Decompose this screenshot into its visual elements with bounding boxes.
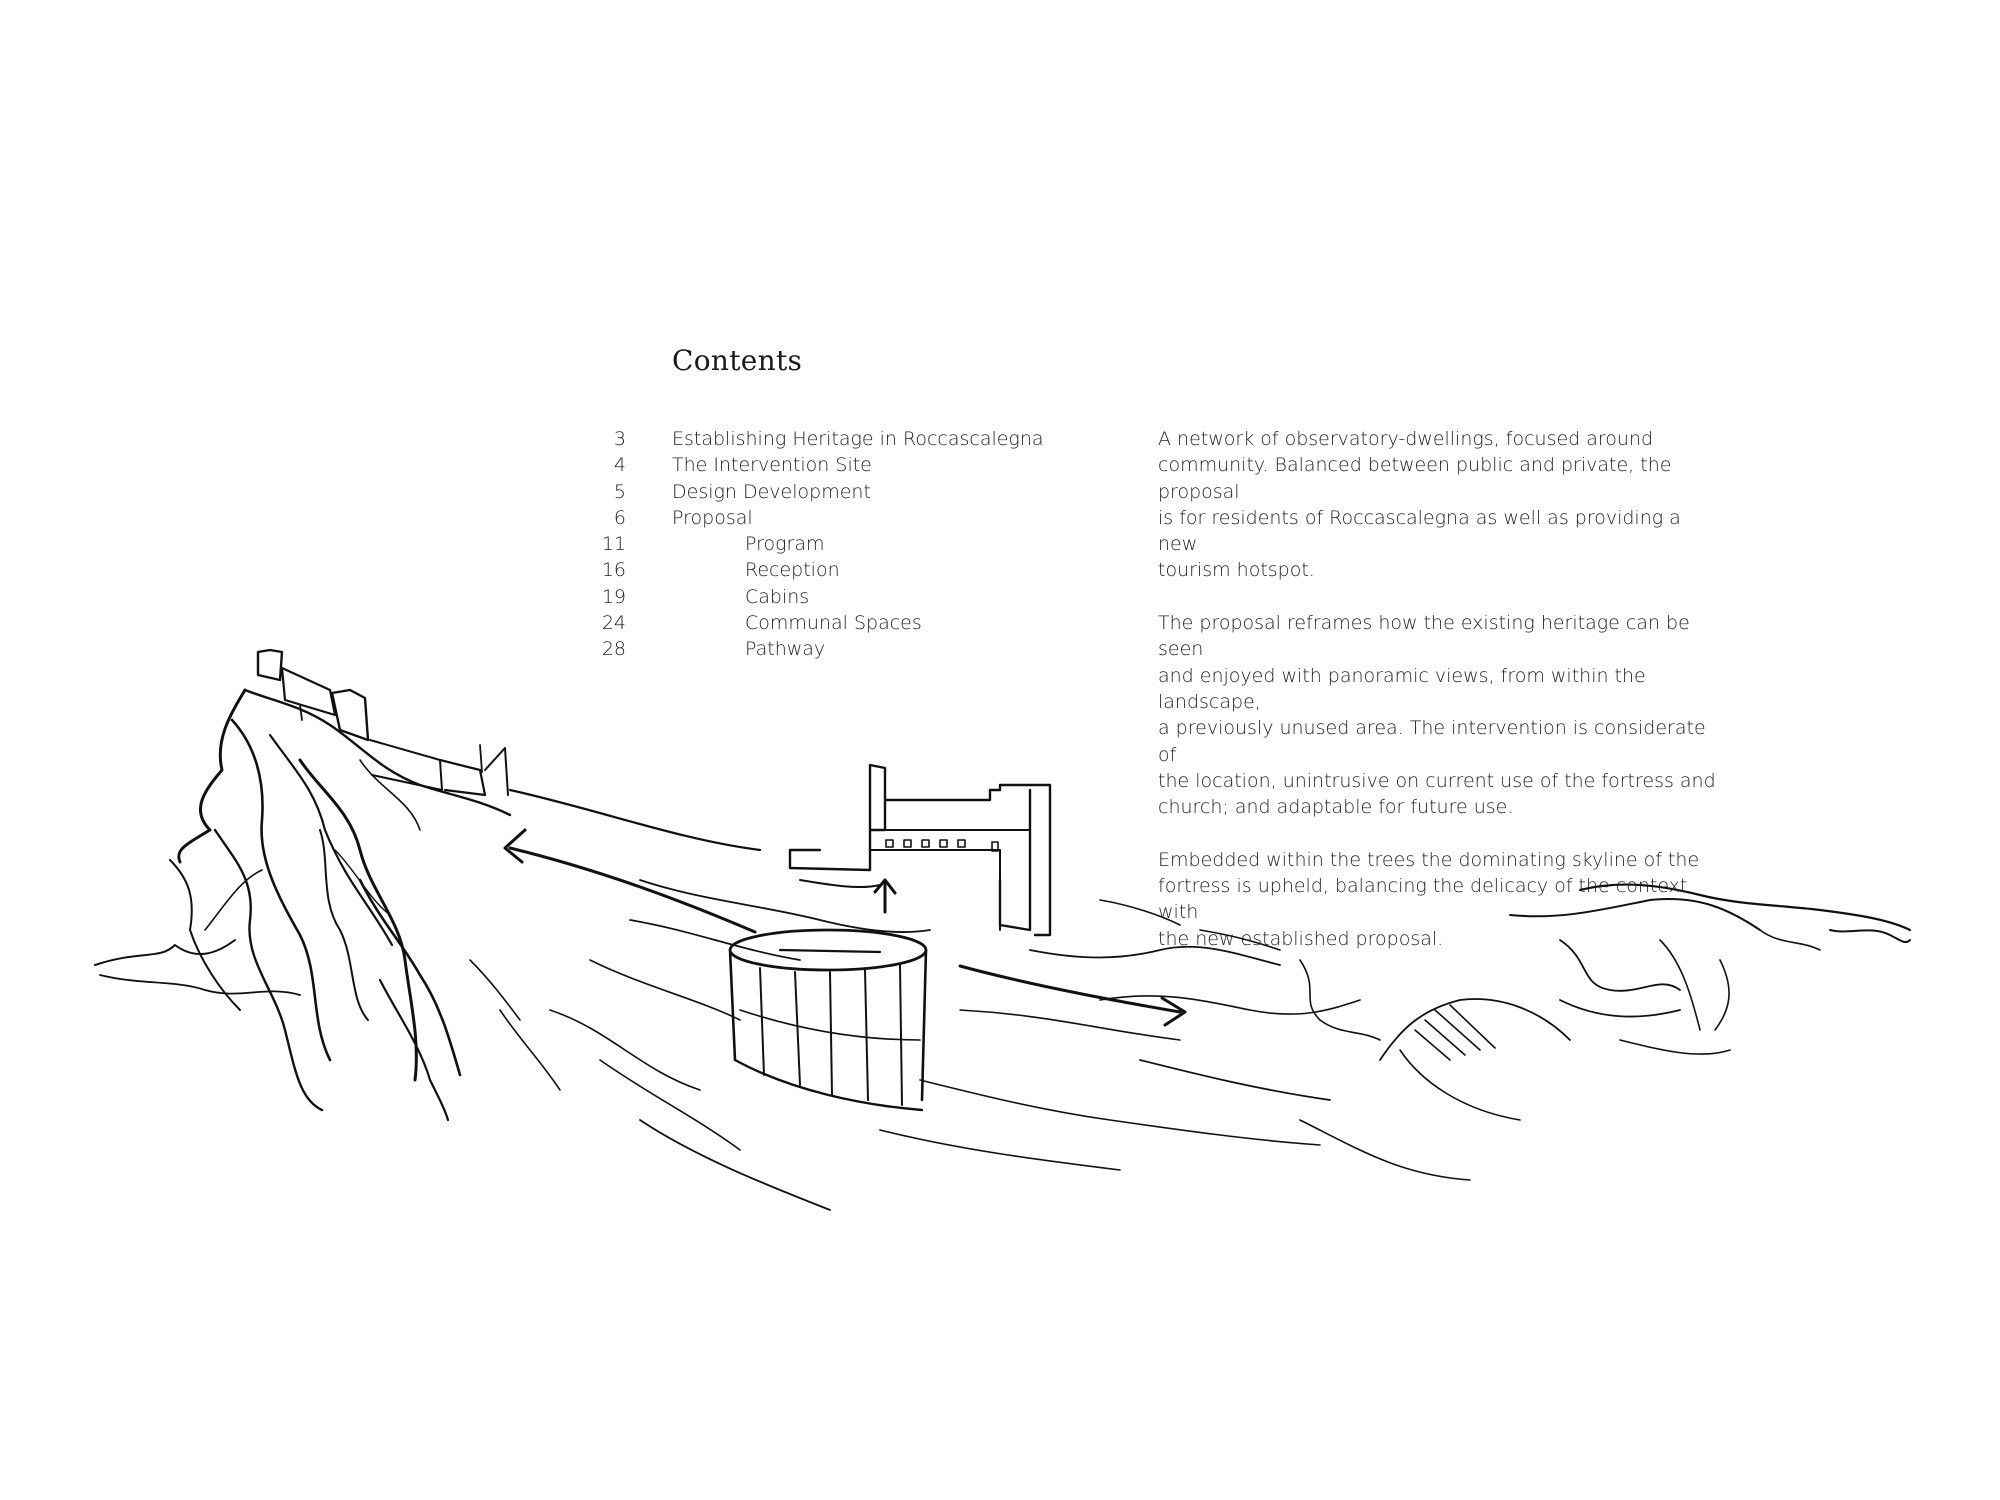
toc-page-number: 11 bbox=[601, 533, 626, 556]
toc-subentry[interactable] bbox=[570, 584, 1090, 610]
toc-entry[interactable] bbox=[570, 452, 1090, 478]
toc-entry-label: Reception bbox=[745, 559, 840, 582]
observatory-structure bbox=[730, 930, 926, 1110]
toc-subentry[interactable] bbox=[570, 610, 1090, 636]
toc-page-number: 28 bbox=[601, 638, 626, 661]
toc-page-number: 6 bbox=[613, 506, 626, 529]
toc-entry-label: Communal Spaces bbox=[745, 612, 922, 635]
description-paragraph: The proposal reframes how the existing heritage can be seen and enjoyed with panoramic views, from within the landscape, a previously unused area. The intervention is considerate of the location, unintrusive on current use of the fortress and church; and adaptable for future use. bbox=[1158, 612, 1716, 819]
fortress-hill bbox=[95, 690, 510, 1120]
toc-entry-label: Cabins bbox=[745, 585, 810, 608]
view-arrows bbox=[505, 830, 1185, 1025]
description-paragraph: A network of observatory-dwellings, focused around community. Balanced between public and private, the proposal is for residents of Roccascalegna as well as providing a new tourism hotspot. bbox=[1158, 428, 1681, 582]
project-description bbox=[1158, 426, 1718, 978]
fortress-walls bbox=[258, 650, 508, 795]
toc-entry[interactable] bbox=[570, 426, 1090, 452]
toc-entry-label: The Intervention Site bbox=[672, 454, 872, 477]
toc-subentry[interactable] bbox=[570, 557, 1090, 583]
toc-page-number: 4 bbox=[613, 454, 626, 477]
table-of-contents bbox=[570, 426, 1090, 663]
toc-entry[interactable] bbox=[570, 479, 1090, 505]
toc-entry[interactable] bbox=[570, 505, 1090, 531]
description-paragraph: Embedded within the trees the dominating skyline of the fortress is upheld, balancing the delicacy of the context with the new established proposal. bbox=[1158, 848, 1700, 950]
toc-entry-label: Program bbox=[745, 533, 825, 556]
toc-entry-label: Establishing Heritage in Roccascalegna bbox=[672, 428, 1044, 450]
toc-subentry[interactable] bbox=[570, 636, 1090, 662]
contents-title: Contents bbox=[672, 344, 803, 377]
toc-page-number: 5 bbox=[613, 480, 626, 503]
toc-page-number: 16 bbox=[601, 559, 626, 582]
toc-entry-label: Proposal bbox=[672, 506, 753, 529]
toc-page-number: 19 bbox=[601, 585, 626, 608]
toc-subentry[interactable] bbox=[570, 531, 1090, 557]
toc-entry-label: Pathway bbox=[745, 638, 826, 661]
church-building bbox=[790, 765, 1050, 935]
toc-page-number: 24 bbox=[601, 612, 626, 635]
toc-entry-label: Design Development bbox=[672, 480, 871, 503]
toc-page-number: 3 bbox=[613, 428, 626, 450]
